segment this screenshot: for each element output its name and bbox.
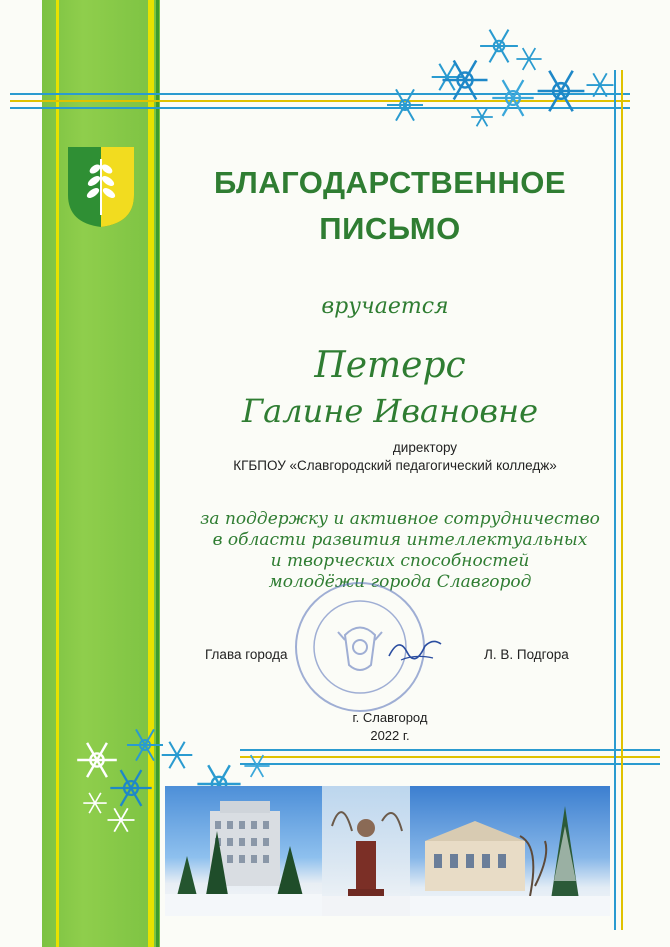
snowflake-icon [125, 725, 165, 765]
divider-line [240, 763, 660, 765]
snowflake-icon [160, 738, 194, 772]
recipient-organization: КГБПОУ «Славгородский педагогический колледж» [233, 458, 557, 473]
reason-line: в области развития интеллектуальных [212, 530, 588, 550]
snowflake-icon [470, 105, 494, 129]
city-coat-of-arms-icon [66, 145, 136, 229]
reason-line: молодёжи города Славгород [268, 572, 532, 592]
recipient-given-names: Галине Ивановне [241, 392, 539, 430]
snowflake-icon [243, 752, 271, 780]
issue-city: г. Славгород [352, 710, 428, 725]
reason-line: и творческих способностей [270, 551, 530, 571]
recipient-position: директору [392, 440, 458, 455]
signature [385, 630, 445, 665]
photo-college-building [410, 786, 610, 916]
photo-monument [322, 786, 410, 916]
photo-administration-building [165, 786, 322, 916]
divider-line [240, 756, 660, 758]
snowflake-icon [585, 70, 615, 100]
signatory-title: Глава города [205, 647, 288, 662]
snowflake-icon [106, 805, 136, 835]
divider-line [621, 70, 623, 930]
awarded-to-label: вручается [321, 294, 449, 319]
signatory-name: Л. В. Подгора [484, 647, 569, 662]
band-stripe [156, 0, 159, 947]
snowflake-icon [82, 790, 108, 816]
certificate-title: ПИСЬМО [319, 211, 461, 246]
snowflake-icon [478, 25, 520, 67]
recipient-surname: Петерс [314, 345, 466, 386]
certificate-title: БЛАГОДАРСТВЕННОЕ [213, 165, 567, 200]
issue-year: 2022 г. [370, 728, 410, 743]
divider-line [240, 749, 660, 751]
divider-line [614, 70, 616, 930]
band-stripe [56, 0, 59, 947]
snowflake-icon [490, 75, 536, 121]
snowflake-icon [515, 45, 543, 73]
snowflake-icon [385, 85, 425, 125]
reason-line: за поддержку и активное сотрудничество [200, 509, 600, 529]
